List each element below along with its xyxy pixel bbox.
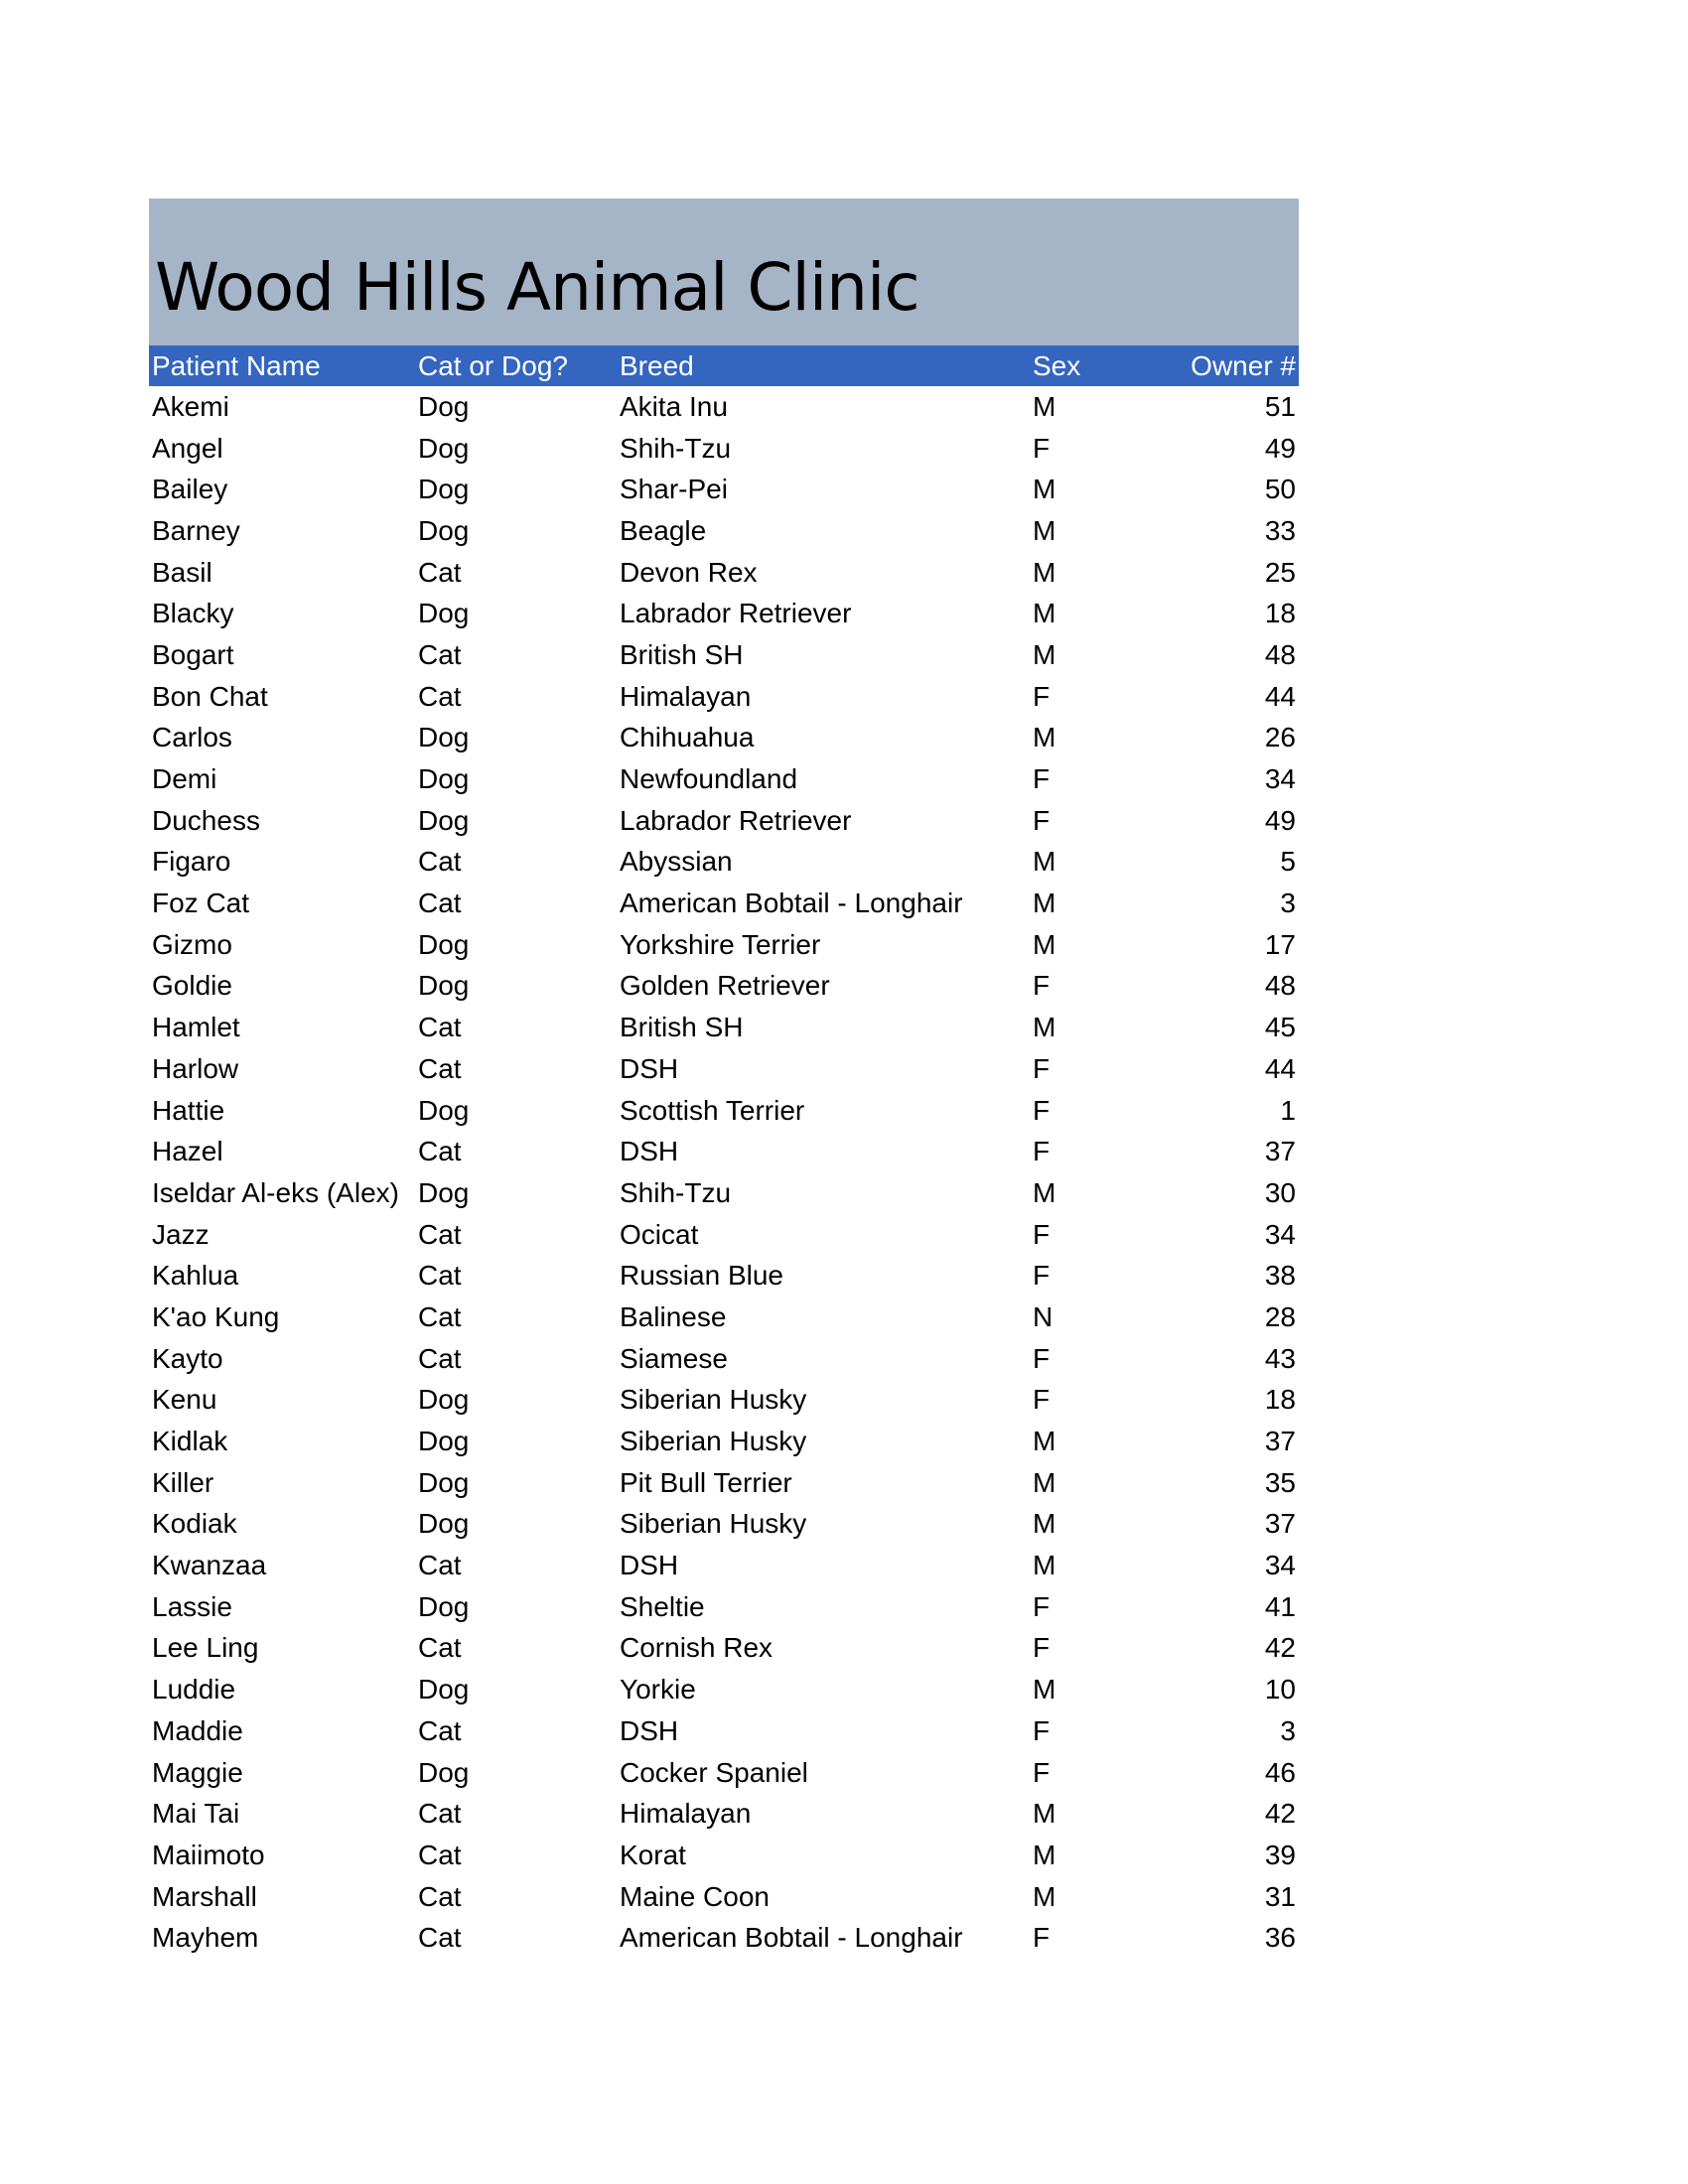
table-row bbox=[149, 1545, 1299, 1586]
cell-owner-number[interactable]: 46 bbox=[1264, 1756, 1296, 1788]
cell-cat-or-dog[interactable]: Cat bbox=[418, 1922, 462, 1954]
cell-breed[interactable]: Siberian Husky bbox=[620, 1384, 807, 1416]
cell-sex[interactable]: M bbox=[1033, 1674, 1056, 1706]
cell-breed[interactable]: Himalayan bbox=[620, 680, 752, 712]
cell-patient-name[interactable]: Hattie bbox=[152, 1094, 225, 1126]
cell-breed[interactable]: Labrador Retriever bbox=[620, 804, 852, 836]
table-row bbox=[149, 1917, 1299, 1959]
cell-owner-number[interactable]: 44 bbox=[1264, 680, 1296, 712]
cell-cat-or-dog[interactable]: Dog bbox=[418, 722, 470, 753]
cell-breed[interactable]: Ocicat bbox=[620, 1218, 699, 1250]
cell-cat-or-dog[interactable]: Cat bbox=[418, 1632, 462, 1664]
cell-cat-or-dog[interactable]: Dog bbox=[418, 474, 470, 505]
cell-owner-number[interactable]: 45 bbox=[1264, 1012, 1296, 1043]
table-row bbox=[149, 1380, 1299, 1422]
cell-owner-number[interactable]: 34 bbox=[1264, 763, 1296, 795]
cell-sex[interactable]: M bbox=[1033, 1839, 1056, 1870]
cell-owner-number[interactable]: 42 bbox=[1264, 1632, 1296, 1664]
cell-patient-name[interactable]: Basil bbox=[152, 556, 212, 588]
table-row bbox=[149, 676, 1299, 718]
cell-patient-name[interactable]: Akemi bbox=[152, 390, 229, 422]
table-row bbox=[149, 510, 1299, 552]
table-row bbox=[149, 1876, 1299, 1918]
cell-breed[interactable]: Cocker Spaniel bbox=[620, 1756, 808, 1788]
cell-sex[interactable]: F bbox=[1033, 1756, 1051, 1788]
table-header bbox=[149, 345, 1299, 386]
cell-cat-or-dog[interactable]: Dog bbox=[418, 763, 470, 795]
cell-breed[interactable]: Himalayan bbox=[620, 1798, 752, 1830]
cell-sex[interactable]: F bbox=[1033, 1136, 1051, 1167]
table-row bbox=[149, 1462, 1299, 1504]
cell-breed[interactable]: American Bobtail - Longhair bbox=[620, 887, 963, 919]
cell-sex[interactable]: M bbox=[1033, 1550, 1056, 1581]
cell-owner-number[interactable]: 18 bbox=[1264, 1384, 1296, 1416]
cell-sex[interactable]: M bbox=[1033, 1798, 1056, 1830]
cell-patient-name[interactable]: Kahlua bbox=[152, 1260, 239, 1292]
cell-sex[interactable]: M bbox=[1033, 722, 1056, 753]
cell-cat-or-dog[interactable]: Dog bbox=[418, 804, 470, 836]
cell-owner-number[interactable]: 37 bbox=[1264, 1426, 1296, 1457]
page-title: Wood Hills Animal Clinic bbox=[155, 248, 919, 326]
cell-patient-name[interactable]: Foz Cat bbox=[152, 887, 250, 919]
cell-sex[interactable]: F bbox=[1033, 1922, 1051, 1954]
cell-cat-or-dog[interactable]: Cat bbox=[418, 887, 462, 919]
cell-patient-name[interactable]: Gizmo bbox=[152, 928, 232, 960]
cell-owner-number[interactable]: 48 bbox=[1264, 970, 1296, 1002]
column-header-patient-name[interactable]: Patient Name bbox=[152, 349, 321, 381]
table-row bbox=[149, 1793, 1299, 1835]
cell-patient-name[interactable]: Blacky bbox=[152, 598, 234, 629]
cell-cat-or-dog[interactable]: Dog bbox=[418, 432, 470, 464]
cell-patient-name[interactable]: Mai Tai bbox=[152, 1798, 240, 1830]
cell-owner-number[interactable]: 44 bbox=[1264, 1052, 1296, 1084]
cell-owner-number[interactable]: 38 bbox=[1264, 1260, 1296, 1292]
cell-owner-number[interactable]: 31 bbox=[1264, 1880, 1296, 1912]
cell-patient-name[interactable]: Luddie bbox=[152, 1674, 236, 1706]
cell-breed[interactable]: Shar-Pei bbox=[620, 474, 728, 505]
cell-cat-or-dog[interactable]: Cat bbox=[418, 556, 462, 588]
cell-sex[interactable]: M bbox=[1033, 846, 1056, 878]
cell-breed[interactable]: Maine Coon bbox=[620, 1880, 770, 1912]
cell-patient-name[interactable]: Goldie bbox=[152, 970, 232, 1002]
cell-cat-or-dog[interactable]: Dog bbox=[418, 1176, 470, 1208]
cell-sex[interactable]: N bbox=[1033, 1300, 1054, 1332]
cell-breed[interactable]: Chihuahua bbox=[620, 722, 755, 753]
cell-breed[interactable]: Korat bbox=[620, 1839, 686, 1870]
cell-owner-number[interactable]: 43 bbox=[1264, 1342, 1296, 1374]
cell-owner-number[interactable]: 37 bbox=[1264, 1508, 1296, 1540]
cell-patient-name[interactable]: Bon Chat bbox=[152, 680, 268, 712]
cell-patient-name[interactable]: Demi bbox=[152, 763, 217, 795]
cell-patient-name[interactable]: Kodiak bbox=[152, 1508, 237, 1540]
cell-sex[interactable]: M bbox=[1033, 928, 1056, 960]
table-row bbox=[149, 1752, 1299, 1794]
cell-owner-number[interactable]: 48 bbox=[1264, 638, 1296, 670]
cell-cat-or-dog[interactable]: Dog bbox=[418, 1674, 470, 1706]
cell-breed[interactable]: Labrador Retriever bbox=[620, 598, 852, 629]
cell-owner-number[interactable]: 39 bbox=[1264, 1839, 1296, 1870]
cell-breed[interactable]: Devon Rex bbox=[620, 556, 758, 588]
cell-sex[interactable]: M bbox=[1033, 1426, 1056, 1457]
table-row bbox=[149, 1255, 1299, 1297]
cell-patient-name[interactable]: Kayto bbox=[152, 1342, 223, 1374]
cell-sex[interactable]: M bbox=[1033, 1012, 1056, 1043]
cell-breed[interactable]: American Bobtail - Longhair bbox=[620, 1922, 963, 1954]
cell-breed[interactable]: Russian Blue bbox=[620, 1260, 783, 1292]
cell-patient-name[interactable]: Hamlet bbox=[152, 1012, 240, 1043]
cell-breed[interactable]: Yorkie bbox=[620, 1674, 696, 1706]
cell-patient-name[interactable]: Carlos bbox=[152, 722, 232, 753]
table-row bbox=[149, 593, 1299, 634]
cell-owner-number[interactable]: 36 bbox=[1264, 1922, 1296, 1954]
table-row bbox=[149, 1338, 1299, 1380]
cell-patient-name[interactable]: Kenu bbox=[152, 1384, 217, 1416]
cell-breed[interactable]: Yorkshire Terrier bbox=[620, 928, 821, 960]
cell-cat-or-dog[interactable]: Cat bbox=[418, 1550, 462, 1581]
table-row bbox=[149, 842, 1299, 884]
title-band bbox=[149, 199, 1299, 345]
cell-owner-number[interactable]: 41 bbox=[1264, 1590, 1296, 1622]
cell-patient-name[interactable]: Bailey bbox=[152, 474, 228, 505]
cell-sex[interactable]: M bbox=[1033, 1466, 1056, 1498]
column-header-cat-or-dog[interactable]: Cat or Dog? bbox=[418, 349, 568, 381]
cell-cat-or-dog[interactable]: Dog bbox=[418, 514, 470, 546]
cell-breed[interactable]: DSH bbox=[620, 1136, 679, 1167]
table-row bbox=[149, 1131, 1299, 1172]
cell-sex[interactable]: F bbox=[1033, 1590, 1051, 1622]
table-row bbox=[149, 1835, 1299, 1876]
cell-patient-name[interactable]: K'ao Kung bbox=[152, 1300, 280, 1332]
cell-cat-or-dog[interactable]: Cat bbox=[418, 1012, 462, 1043]
table-row bbox=[149, 718, 1299, 759]
cell-breed[interactable]: Shih-Tzu bbox=[620, 1176, 732, 1208]
cell-patient-name[interactable]: Lee Ling bbox=[152, 1632, 259, 1664]
cell-patient-name[interactable]: Angel bbox=[152, 432, 223, 464]
cell-owner-number[interactable]: 30 bbox=[1264, 1176, 1296, 1208]
cell-cat-or-dog[interactable]: Dog bbox=[418, 1384, 470, 1416]
cell-cat-or-dog[interactable]: Cat bbox=[418, 1218, 462, 1250]
cell-breed[interactable]: Sheltie bbox=[620, 1590, 705, 1622]
cell-patient-name[interactable]: Hazel bbox=[152, 1136, 223, 1167]
cell-cat-or-dog[interactable]: Cat bbox=[418, 1714, 462, 1746]
cell-patient-name[interactable]: Jazz bbox=[152, 1218, 210, 1250]
cell-owner-number[interactable]: 33 bbox=[1264, 514, 1296, 546]
cell-sex[interactable]: F bbox=[1033, 763, 1051, 795]
cell-cat-or-dog[interactable]: Cat bbox=[418, 1300, 462, 1332]
cell-cat-or-dog[interactable]: Cat bbox=[418, 1839, 462, 1870]
cell-breed[interactable]: British SH bbox=[620, 638, 744, 670]
cell-owner-number[interactable]: 5 bbox=[1280, 846, 1296, 878]
cell-sex[interactable]: M bbox=[1033, 474, 1056, 505]
spreadsheet bbox=[149, 199, 1299, 1959]
cell-owner-number[interactable]: 25 bbox=[1264, 556, 1296, 588]
cell-patient-name[interactable]: Maddie bbox=[152, 1714, 243, 1746]
cell-breed[interactable]: Beagle bbox=[620, 514, 707, 546]
cell-sex[interactable]: F bbox=[1033, 1342, 1051, 1374]
table-row bbox=[149, 428, 1299, 470]
cell-sex[interactable]: F bbox=[1033, 1052, 1051, 1084]
cell-breed[interactable]: DSH bbox=[620, 1714, 679, 1746]
table-row bbox=[149, 1710, 1299, 1752]
table-row bbox=[149, 1214, 1299, 1256]
cell-cat-or-dog[interactable]: Cat bbox=[418, 1052, 462, 1084]
table-row bbox=[149, 469, 1299, 510]
table-row bbox=[149, 1421, 1299, 1462]
table-row bbox=[149, 386, 1299, 428]
cell-sex[interactable]: M bbox=[1033, 390, 1056, 422]
cell-owner-number[interactable]: 34 bbox=[1264, 1218, 1296, 1250]
cell-owner-number[interactable]: 51 bbox=[1264, 390, 1296, 422]
cell-patient-name[interactable]: Maggie bbox=[152, 1756, 243, 1788]
cell-breed[interactable]: Cornish Rex bbox=[620, 1632, 774, 1664]
table-row bbox=[149, 552, 1299, 594]
cell-cat-or-dog[interactable]: Dog bbox=[418, 1756, 470, 1788]
cell-sex[interactable]: F bbox=[1033, 1260, 1051, 1292]
cell-cat-or-dog[interactable]: Dog bbox=[418, 390, 470, 422]
table-row bbox=[149, 800, 1299, 842]
table-row bbox=[149, 966, 1299, 1008]
cell-patient-name[interactable]: Barney bbox=[152, 514, 240, 546]
cell-breed[interactable]: British SH bbox=[620, 1012, 744, 1043]
cell-patient-name[interactable]: Kidlak bbox=[152, 1426, 228, 1457]
cell-cat-or-dog[interactable]: Dog bbox=[418, 1466, 470, 1498]
cell-breed[interactable]: Shih-Tzu bbox=[620, 432, 732, 464]
cell-patient-name[interactable]: Harlow bbox=[152, 1052, 239, 1084]
cell-cat-or-dog[interactable]: Dog bbox=[418, 1508, 470, 1540]
table-row bbox=[149, 1504, 1299, 1546]
cell-patient-name[interactable]: Figaro bbox=[152, 846, 231, 878]
cell-owner-number[interactable]: 26 bbox=[1264, 722, 1296, 753]
cell-breed[interactable]: Abyssian bbox=[620, 846, 733, 878]
table-body bbox=[149, 386, 1299, 1959]
cell-owner-number[interactable]: 3 bbox=[1280, 1714, 1296, 1746]
cell-sex[interactable]: F bbox=[1033, 680, 1051, 712]
cell-sex[interactable]: M bbox=[1033, 1176, 1056, 1208]
cell-breed[interactable]: DSH bbox=[620, 1550, 679, 1581]
cell-owner-number[interactable]: 10 bbox=[1264, 1674, 1296, 1706]
cell-breed[interactable]: Siberian Husky bbox=[620, 1508, 807, 1540]
cell-owner-number[interactable]: 37 bbox=[1264, 1136, 1296, 1167]
cell-owner-number[interactable]: 3 bbox=[1280, 887, 1296, 919]
cell-cat-or-dog[interactable]: Cat bbox=[418, 1136, 462, 1167]
cell-owner-number[interactable]: 49 bbox=[1264, 432, 1296, 464]
cell-cat-or-dog[interactable]: Cat bbox=[418, 1880, 462, 1912]
cell-cat-or-dog[interactable]: Dog bbox=[418, 1426, 470, 1457]
table-row bbox=[149, 1628, 1299, 1670]
cell-sex[interactable]: F bbox=[1033, 1384, 1051, 1416]
cell-cat-or-dog[interactable]: Cat bbox=[418, 1798, 462, 1830]
table-row bbox=[149, 883, 1299, 924]
table-row bbox=[149, 1090, 1299, 1132]
cell-sex[interactable]: F bbox=[1033, 804, 1051, 836]
cell-owner-number[interactable]: 18 bbox=[1264, 598, 1296, 629]
cell-sex[interactable]: M bbox=[1033, 1508, 1056, 1540]
table-row bbox=[149, 758, 1299, 800]
cell-patient-name[interactable]: Duchess bbox=[152, 804, 260, 836]
cell-breed[interactable]: Siamese bbox=[620, 1342, 728, 1374]
table-row bbox=[149, 1669, 1299, 1710]
cell-sex[interactable]: M bbox=[1033, 638, 1056, 670]
cell-sex[interactable]: M bbox=[1033, 887, 1056, 919]
cell-sex[interactable]: F bbox=[1033, 1218, 1051, 1250]
cell-patient-name[interactable]: Marshall bbox=[152, 1880, 257, 1912]
cell-owner-number[interactable]: 17 bbox=[1264, 928, 1296, 960]
cell-cat-or-dog[interactable]: Dog bbox=[418, 1094, 470, 1126]
cell-patient-name[interactable]: Killer bbox=[152, 1466, 214, 1498]
cell-cat-or-dog[interactable]: Cat bbox=[418, 1260, 462, 1292]
cell-owner-number[interactable]: 49 bbox=[1264, 804, 1296, 836]
table-row bbox=[149, 1048, 1299, 1090]
cell-cat-or-dog[interactable]: Cat bbox=[418, 1342, 462, 1374]
cell-cat-or-dog[interactable]: Dog bbox=[418, 1590, 470, 1622]
cell-patient-name[interactable]: Kwanzaa bbox=[152, 1550, 267, 1581]
cell-sex[interactable]: M bbox=[1033, 556, 1056, 588]
column-header-owner-number[interactable]: Owner # bbox=[1191, 349, 1296, 381]
table-row bbox=[149, 1007, 1299, 1048]
cell-breed[interactable]: Pit Bull Terrier bbox=[620, 1466, 792, 1498]
cell-cat-or-dog[interactable]: Dog bbox=[418, 928, 470, 960]
cell-owner-number[interactable]: 28 bbox=[1264, 1300, 1296, 1332]
cell-cat-or-dog[interactable]: Dog bbox=[418, 970, 470, 1002]
cell-patient-name[interactable]: Maiimoto bbox=[152, 1839, 265, 1870]
cell-sex[interactable]: F bbox=[1033, 1632, 1051, 1664]
cell-breed[interactable]: Balinese bbox=[620, 1300, 727, 1332]
column-header-sex[interactable]: Sex bbox=[1033, 349, 1081, 381]
cell-owner-number[interactable]: 1 bbox=[1280, 1094, 1296, 1126]
cell-sex[interactable]: F bbox=[1033, 432, 1051, 464]
cell-breed[interactable]: DSH bbox=[620, 1052, 679, 1084]
cell-patient-name[interactable]: Iseldar Al-eks (Alex) bbox=[152, 1176, 399, 1208]
cell-sex[interactable]: F bbox=[1033, 1094, 1051, 1126]
cell-sex[interactable]: F bbox=[1033, 1714, 1051, 1746]
table-row bbox=[149, 1172, 1299, 1214]
table-row bbox=[149, 634, 1299, 676]
cell-cat-or-dog[interactable]: Cat bbox=[418, 846, 462, 878]
cell-sex[interactable]: M bbox=[1033, 1880, 1056, 1912]
cell-breed[interactable]: Scottish Terrier bbox=[620, 1094, 805, 1126]
cell-breed[interactable]: Newfoundland bbox=[620, 763, 798, 795]
cell-cat-or-dog[interactable]: Dog bbox=[418, 598, 470, 629]
cell-patient-name[interactable]: Bogart bbox=[152, 638, 234, 670]
cell-breed[interactable]: Siberian Husky bbox=[620, 1426, 807, 1457]
column-header-breed[interactable]: Breed bbox=[620, 349, 694, 381]
cell-owner-number[interactable]: 34 bbox=[1264, 1550, 1296, 1581]
cell-sex[interactable]: F bbox=[1033, 970, 1051, 1002]
cell-breed[interactable]: Akita Inu bbox=[620, 390, 728, 422]
table-row bbox=[149, 1586, 1299, 1628]
cell-breed[interactable]: Golden Retriever bbox=[620, 970, 830, 1002]
table-row bbox=[149, 1297, 1299, 1338]
cell-sex[interactable]: M bbox=[1033, 514, 1056, 546]
table-row bbox=[149, 924, 1299, 966]
cell-patient-name[interactable]: Mayhem bbox=[152, 1922, 259, 1954]
cell-cat-or-dog[interactable]: Cat bbox=[418, 638, 462, 670]
cell-owner-number[interactable]: 35 bbox=[1264, 1466, 1296, 1498]
cell-cat-or-dog[interactable]: Cat bbox=[418, 680, 462, 712]
cell-patient-name[interactable]: Lassie bbox=[152, 1590, 232, 1622]
cell-owner-number[interactable]: 42 bbox=[1264, 1798, 1296, 1830]
cell-owner-number[interactable]: 50 bbox=[1264, 474, 1296, 505]
cell-sex[interactable]: M bbox=[1033, 598, 1056, 629]
